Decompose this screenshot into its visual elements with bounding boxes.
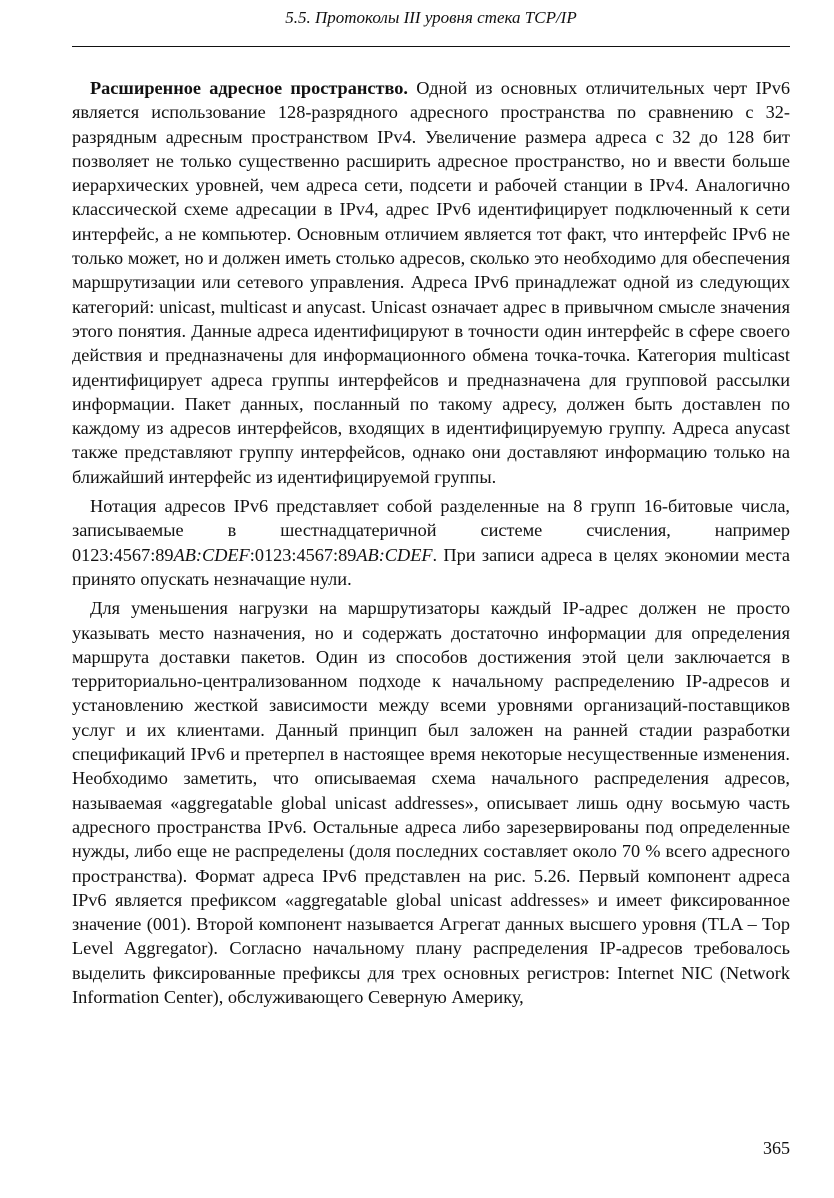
paragraph-text: . При записи адреса в целях экономии места принято опускать незначащие нули. [72, 544, 790, 589]
paragraph-address-space [72, 76, 790, 489]
body-text [72, 76, 790, 1009]
paragraph-address-allocation: Для уменьшения нагрузки на маршрутизаторы каждый IP-адрес должен не просто указывать место назначения, но и содержать достаточно информации для определения маршрута доставки пакетов. Один из способов достижения этой цели заключается в территориально-централизованном подходе к начальному распределению IP-адресов и установлению жесткой зависимости между всеми уровнями организаций-поставщиков услуг и их клиентами. Данный принцип был заложен на ранней стадии разработки спецификаций IPv6 и претерпел в настоящее время некоторые несущественные изменения. Необходимо заметить, что описываемая схема начального распределения адресов, называемая «aggregatable global unicast addresses», описывает лишь одну восьмую часть адресного пространства IPv6. Остальные адреса либо зарезервированы под определенные нужды, либо еще не распределены (доля последних составляет около 70 % всего адресного пространства). Формат адреса IPv6 представлен на рис. 5.26. Первый компонент адреса IPv6 является префиксом «aggregatable global unicast addresses» и имеет фиксированное значение (001). Второй компонент называется Агрегат данных высшего уровня (TLA – Top Level Aggregator). Согласно начальному плану распределения IP-адресов требовалось выделить фиксированные префиксы для трех основных регистров: Internet NIC (Network Information Center), обслуживающего Северную Америку, [72, 598, 790, 1007]
address-hex-italic: AB:CDEF [173, 544, 250, 565]
paragraph-lead-heading: Расширенное адресное пространство. [90, 78, 408, 98]
address-hex-italic: AB:CDEF [356, 544, 433, 565]
header-rule [72, 46, 790, 47]
paragraph-address-notation [72, 494, 790, 591]
paragraph-text: Одной из основных отличительных черт IPv6 является использование 128-разрядного адресного пространства по сравнению с 32-разрядным адресным пространством IPv4. Увеличение размера адреса с 32 до 128 бит позволяет не только существенно расширить адресное пространство, но и ввести больше иерархических уровней, чем адреса сети, подсети и рабочей станции в IPv4. Аналогично классической схеме адресации в IPv4, адрес IPv6 идентифицирует подключенный к сети интерфейс, а не компьютер. Основным отличием является тот факт, что интерфейс IPv6 не только может, но и должен иметь столько адресов, сколько это необходимо для обеспечения маршрутизации или сетевого управления. Адреса IPv6 принадлежат одной из следующих категорий: unicast, multicast и anycast. Unicast означает адрес в привычном смысле значения этого понятия. Данные адреса идентифицируют в точности один интерфейс в сфере своего действия и предназначены для информационного обмена точка-точка. Категория multicast идентифицирует адреса группы интерфейсов и предназначена для групповой рассылки информации. Пакет данных, посланный по такому адресу, должен быть доставлен по каждому из адресов интерфейсов, входящих в идентифицируемую группу. Адреса anycast также представляют группу интерфейсов, однако они доставляют информацию только на ближайший интерфейс из идентифицируемой группы. [72, 78, 790, 487]
running-head: 5.5. Протоколы III уровня стека TCP/IP [285, 8, 577, 27]
paragraph-text: :0123:4567:89 [249, 544, 357, 565]
page-number: 365 [763, 1138, 790, 1158]
paragraph-text: Нотация адресов IPv6 представляет собой разделенные на 8 групп 16-битовые числа, записываемые в шестнадцатеричной системе счисления, например 0123:4567:89 [72, 496, 790, 565]
